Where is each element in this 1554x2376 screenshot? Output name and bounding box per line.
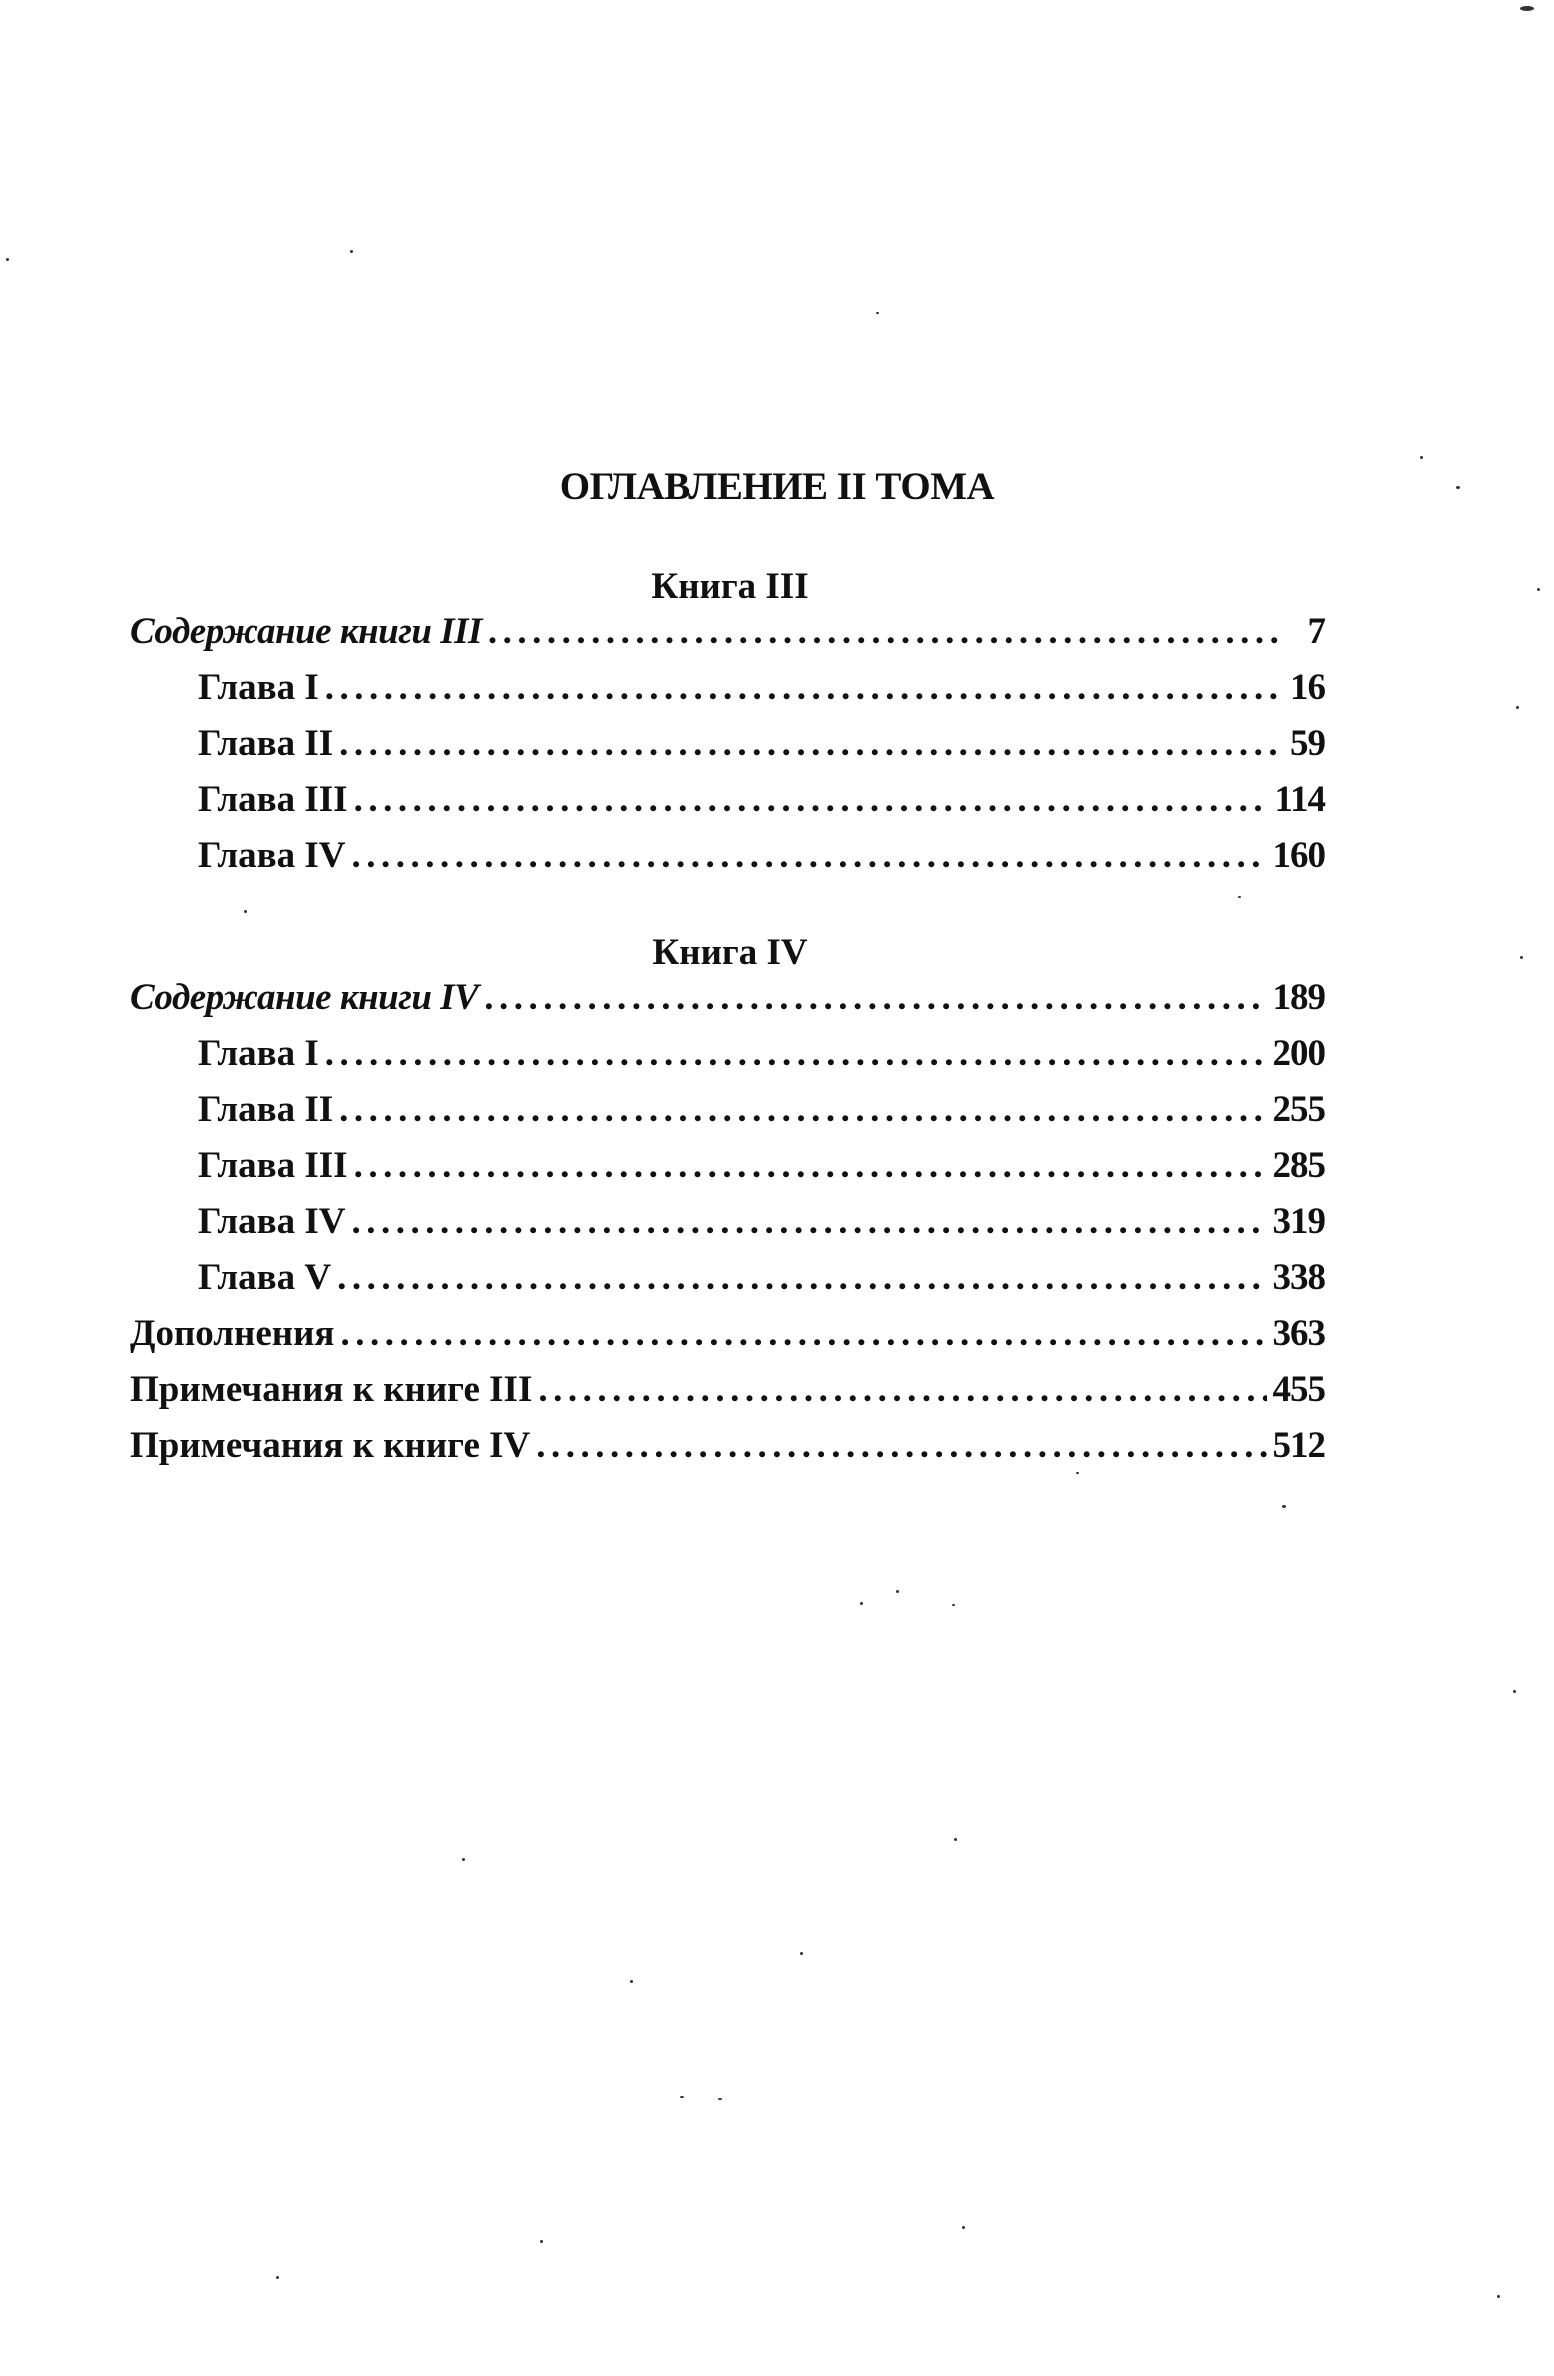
- toc-page-number: 319: [1272, 1201, 1325, 1242]
- toc-page-number: 114: [1274, 779, 1325, 820]
- toc-row-book-4-chapter-2: [130, 1082, 1325, 1138]
- toc-page-number: 512: [1272, 1425, 1325, 1466]
- toc-entry-label: Глава V: [198, 1257, 332, 1298]
- toc-row-book-4-contents: [130, 970, 1325, 1026]
- toc-row-book-4-chapter-4: [130, 1194, 1325, 1250]
- toc-row-book-4-chapter-5: [130, 1250, 1325, 1306]
- dot-leader: [354, 772, 1269, 828]
- toc-entry-label: Глава II: [198, 1089, 334, 1130]
- toc-row-notes-book-4: [130, 1418, 1325, 1474]
- toc-entry-label: Дополнения: [130, 1313, 335, 1354]
- toc-page-number: 363: [1272, 1313, 1325, 1354]
- toc-entry-label: Содержание книги IV: [130, 977, 479, 1018]
- toc-row-notes-book-3: [130, 1362, 1325, 1418]
- toc-row-book-3-chapter-4: [130, 828, 1325, 884]
- dot-leader: [351, 1194, 1266, 1250]
- toc-row-book-3-chapter-3: [130, 772, 1325, 828]
- toc-page-number: 285: [1272, 1145, 1325, 1186]
- dot-leader: [339, 716, 1283, 772]
- toc-page-number: 189: [1272, 977, 1325, 1018]
- toc-row-book-3-chapter-1: [130, 660, 1325, 716]
- toc-page-number: 338: [1272, 1257, 1325, 1298]
- toc-row-appendices: [130, 1306, 1325, 1362]
- book-3-heading: Книга III: [651, 566, 809, 607]
- toc-entry-label: Примечания к книге IV: [130, 1425, 531, 1466]
- dot-leader: [488, 604, 1283, 660]
- dot-leader: [339, 1082, 1266, 1138]
- toc-entry-label: Глава III: [198, 779, 348, 820]
- dot-leader: [484, 970, 1266, 1026]
- toc-book-4: [130, 970, 1325, 1474]
- dot-leader: [340, 1306, 1266, 1362]
- toc-page-number: 200: [1272, 1033, 1325, 1074]
- toc-entry-label: Глава III: [198, 1145, 348, 1186]
- dot-leader: [538, 1362, 1266, 1418]
- toc-entry-label: Глава II: [198, 723, 334, 764]
- toc-entry-label: Глава I: [198, 667, 319, 708]
- dot-leader: [337, 1250, 1266, 1306]
- toc-page-number: 7: [1307, 611, 1325, 652]
- toc-row-book-4-chapter-3: [130, 1138, 1325, 1194]
- toc-entry-label: Глава IV: [198, 835, 346, 876]
- toc-book-3: [130, 604, 1325, 884]
- toc-row-book-4-chapter-1: [130, 1026, 1325, 1082]
- toc-entry-label: Содержание книги III: [130, 611, 482, 652]
- toc-entry-label: Примечания к книге III: [130, 1369, 533, 1410]
- dot-leader: [354, 1138, 1267, 1194]
- book-4-heading: Книга IV: [652, 932, 808, 973]
- toc-page-number: 455: [1272, 1369, 1325, 1410]
- dot-leader: [325, 1026, 1267, 1082]
- toc-page-number: 16: [1290, 667, 1325, 708]
- page-title: ОГЛАВЛЕНИЕ II ТОМА: [559, 465, 995, 508]
- toc-entry-label: Глава IV: [198, 1201, 346, 1242]
- toc-row-book-3-contents: [130, 604, 1325, 660]
- toc-row-book-3-chapter-2: [130, 716, 1325, 772]
- dot-leader: [325, 660, 1283, 716]
- toc-page-number: 160: [1272, 835, 1325, 876]
- toc-page-number: 59: [1290, 723, 1325, 764]
- toc-page-number: 255: [1272, 1089, 1325, 1130]
- toc-entry-label: Глава I: [198, 1033, 319, 1074]
- dot-leader: [351, 828, 1266, 884]
- dot-leader: [536, 1418, 1266, 1474]
